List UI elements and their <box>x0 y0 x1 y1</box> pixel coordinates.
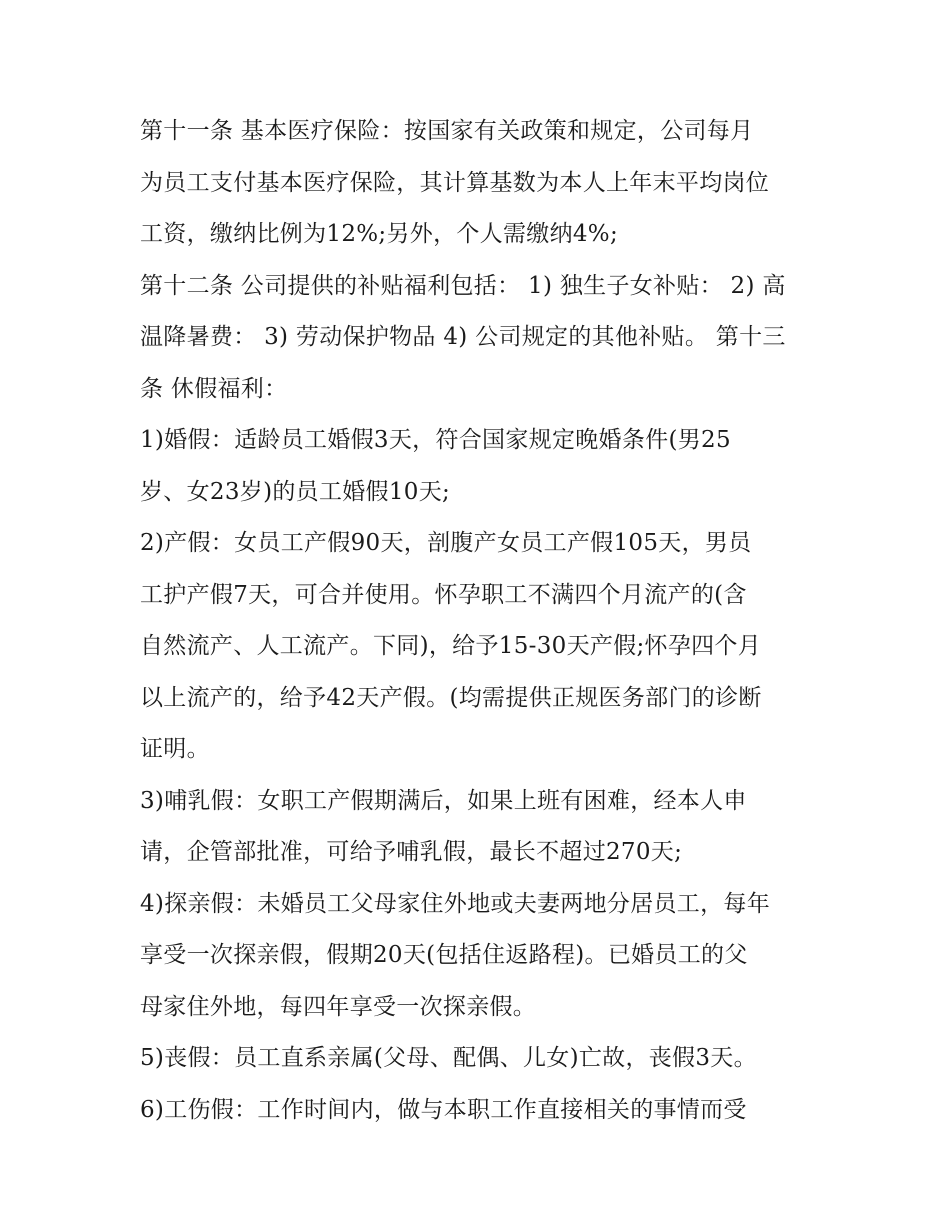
text-line: 4)探亲假：未婚员工父母家住外地或夫妻两地分居员工，每年 <box>140 890 771 917</box>
text-line: 工资，缴纳比例为12%;另外，个人需缴纳4%; <box>140 221 619 247</box>
text-line: 母家住外地，每四年享受一次探亲假。 <box>140 993 537 1020</box>
text-line: 3)哺乳假：女职工产假期满后，如果上班有困难，经本人申 <box>140 787 747 814</box>
text-line: 为员工支付基本医疗保险，其计算基数为本人上年末平均岗位 <box>140 169 770 196</box>
text-line: 1)婚假：适龄员工婚假3天，符合国家规定晚婚条件(男25 <box>140 427 731 453</box>
text-line: 第十二条 公司提供的补贴福利包括： 1) 独生子女补贴： 2) 高 <box>140 272 786 299</box>
text-line: 以上流产的，给予42天产假。(均需提供正规医务部门的诊断 <box>140 684 762 711</box>
text-line: 2)产假：女员工产假90天，剖腹产女员工产假105天，男员 <box>140 530 752 556</box>
text-line: 工护产假7天，可合并使用。怀孕职工不满四个月流产的(含 <box>140 581 747 608</box>
text-line: 自然流产、人工流产。下同)，给予15-30天产假;怀孕四个月 <box>140 633 762 659</box>
text-line: 第十一条 基本医疗保险：按国家有关政策和规定，公司每月 <box>140 118 754 144</box>
text-line: 岁、女23岁)的员工婚假10天; <box>140 478 451 505</box>
text-line: 请，企管部批准，可给予哺乳假，最长不超过270天; <box>140 839 683 865</box>
text-line: 证明。 <box>140 736 210 762</box>
text-line: 条 休假福利： <box>140 375 288 402</box>
document-body <box>140 106 815 1136</box>
text-line: 6)工伤假：工作时间内，做与本职工作直接相关的事情而受 <box>140 1096 747 1123</box>
text-line: 温降暑费： 3) 劳动保护物品 4) 公司规定的其他补贴。 第十三 <box>140 324 786 350</box>
text-line: 5)丧假：员工直系亲属(父母、配偶、儿女)亡故，丧假3天。 <box>140 1045 757 1071</box>
text-line: 享受一次探亲假，假期20天(包括住返路程)。已婚员工的父 <box>140 942 748 968</box>
